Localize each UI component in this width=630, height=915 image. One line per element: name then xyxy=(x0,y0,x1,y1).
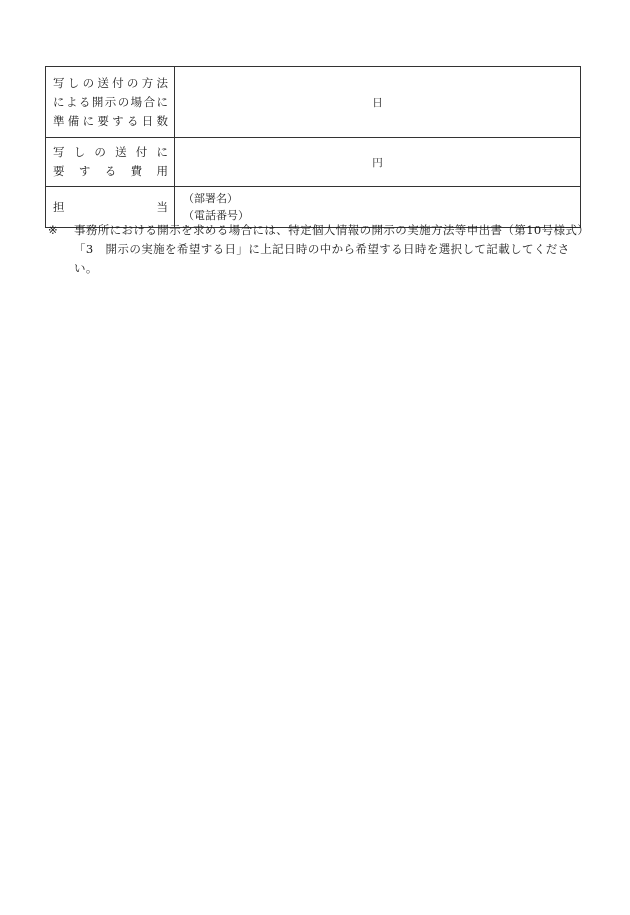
cost-label xyxy=(46,138,175,187)
days-label xyxy=(46,67,175,138)
days-unit: 日 xyxy=(372,96,383,109)
days-label-line-2: に よ る 開 示 の 場 合 に xyxy=(53,94,168,109)
days-label-line-1: 写 し の 送 付 の 方 法 xyxy=(53,75,168,90)
cost-row xyxy=(46,138,581,187)
footnote xyxy=(48,221,590,278)
days-label-line-3: 準 備 に 要 す る 日 数 xyxy=(53,113,168,128)
contact-label-line-1: 担 当 xyxy=(53,199,168,214)
cost-value-field[interactable] xyxy=(175,138,581,187)
disclosure-form-table xyxy=(45,66,581,228)
department-label: （部署名） xyxy=(183,192,238,205)
cost-unit: 円 xyxy=(372,156,383,169)
days-row xyxy=(46,67,581,138)
note-text: 事務所における開示を求める場合には、特定個人情報の開示の実施方法等申出書（第10号様式）「3 開示の実施を希望する日」に上記日時の中から希望する日時を選択して記載してください。 xyxy=(74,223,590,275)
cost-label-line-2: 要 す る 費 用 xyxy=(53,164,168,178)
cost-label-line-1: 写 し の 送 付 に xyxy=(53,145,168,159)
days-value-field[interactable] xyxy=(175,67,581,138)
phone-label: （電話番号） xyxy=(183,209,249,222)
note-mark: ※ xyxy=(48,223,59,237)
